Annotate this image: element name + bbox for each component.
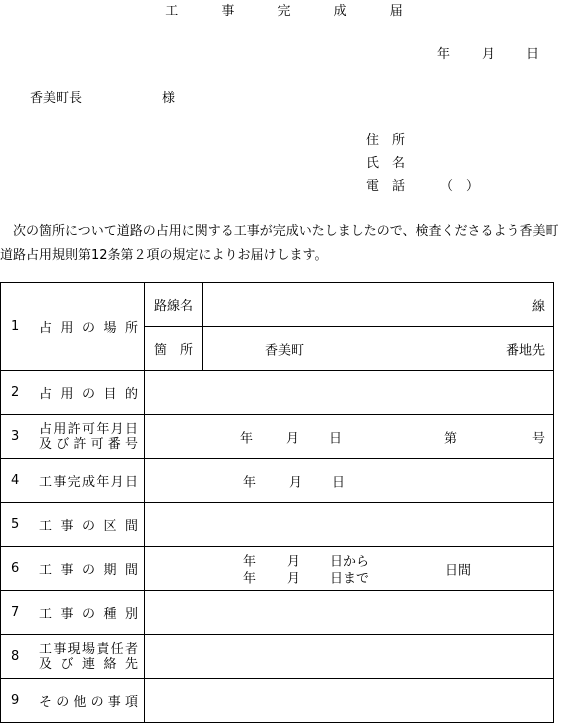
row-number: 1	[11, 319, 20, 334]
title-char: 完	[277, 4, 291, 19]
table-row	[1, 283, 554, 327]
route-label: 路線名	[145, 283, 203, 327]
other-field[interactable]	[145, 679, 554, 723]
permit-field[interactable]: 年 月 日 第 号	[145, 415, 554, 459]
body-text: 次の箇所について道路の占用に関する工事が完成いたしましたので、検査くださるよう香美町道路占用規則第12条第２項の規定によりお届けします。	[0, 224, 559, 263]
type-field[interactable]	[145, 591, 554, 635]
purpose-field[interactable]	[145, 371, 554, 415]
location-town: 香美町	[265, 343, 305, 358]
sender-phone-label: 電 話	[366, 179, 406, 194]
period-field[interactable]: 年 月 日から 年 月 日まで 日間	[145, 547, 554, 591]
table-row	[1, 371, 554, 415]
row-label-period: 6 工事の期間	[1, 547, 145, 591]
row-label-type: 7 工事の種別	[1, 591, 145, 635]
table-row	[1, 547, 554, 591]
row-label-place	[1, 283, 145, 371]
row-label-section: 5 工事の区間	[1, 503, 145, 547]
title-char: 届	[389, 4, 403, 19]
date-day: 日	[526, 47, 540, 62]
row-label-text: 占用の場所	[39, 321, 138, 336]
route-suffix: 線	[531, 299, 545, 314]
row-label-purpose: 2 占用の目的	[1, 371, 145, 415]
date-month: 月	[482, 47, 496, 62]
location-banchi: 番地先	[505, 343, 545, 358]
completion-form-table	[0, 282, 554, 723]
row-label-other: 9 その他の事項	[1, 679, 145, 723]
table-row	[1, 503, 554, 547]
completion-date-field[interactable]: 年 月 日	[145, 459, 554, 503]
manager-field[interactable]	[145, 635, 554, 679]
addressee-name: 香美町長	[30, 91, 83, 106]
sender-address-label: 住 所	[366, 133, 406, 148]
row-label-completion-date: 4 工事完成年月日	[1, 459, 145, 503]
table-row	[1, 459, 554, 503]
table-row	[1, 635, 554, 679]
table-row	[1, 415, 554, 459]
title-char: 成	[333, 4, 347, 19]
document-title	[0, 0, 568, 19]
sender-name-label: 氏 名	[366, 156, 406, 171]
row-label-permit: 3 占用許可年月日 及び許可番号	[1, 415, 145, 459]
title-char: 事	[221, 4, 235, 19]
addressee-honorific: 様	[162, 91, 176, 106]
location-label: 箇 所	[145, 327, 203, 371]
route-field[interactable]	[203, 283, 554, 327]
location-field[interactable]	[203, 327, 554, 371]
sender-phone-paren: （ ）	[440, 179, 480, 194]
row-label-manager: 8 工事現場責任者 及び連絡先	[1, 635, 145, 679]
date-year: 年	[437, 47, 451, 62]
table-row	[1, 591, 554, 635]
table-row	[1, 679, 554, 723]
section-field[interactable]	[145, 503, 554, 547]
title-char: 工	[165, 4, 179, 19]
